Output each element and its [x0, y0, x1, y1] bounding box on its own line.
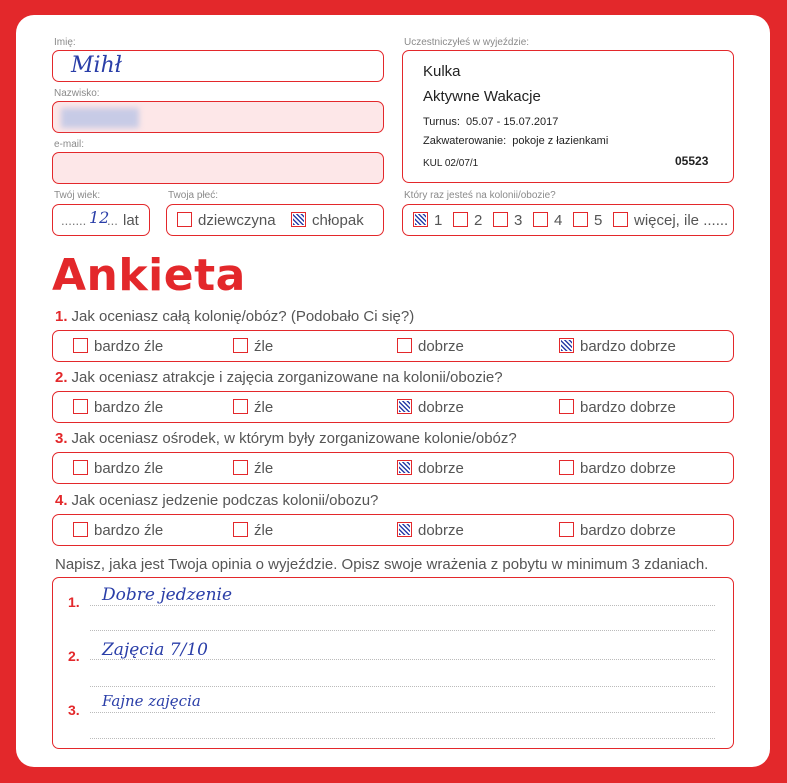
survey-title: Ankieta [52, 250, 246, 301]
opinion-text-1: Dobre jedzenie [102, 585, 233, 605]
answer-option-4-1[interactable]: bardzo źle [73, 522, 163, 539]
answer-checkbox[interactable] [233, 522, 248, 537]
answer-option-1-3[interactable]: dobrze [397, 338, 464, 355]
camp-program: Aktywne Wakacje [423, 88, 541, 105]
question-number: 1. [55, 308, 68, 325]
nazwisko-field[interactable] [52, 101, 384, 133]
redacted-surname [61, 108, 139, 128]
plec-checkbox-dziewczyna[interactable] [177, 212, 192, 227]
answer-checkbox[interactable] [73, 399, 88, 414]
answer-checkbox[interactable] [397, 522, 412, 537]
answer-checkbox[interactable] [559, 338, 574, 353]
question-2 [55, 369, 503, 386]
answer-option-2-3[interactable]: dobrze [397, 399, 464, 416]
answer-row-4 [52, 514, 734, 546]
opinion-number-1: 1. [68, 594, 80, 610]
answer-checkbox[interactable] [233, 338, 248, 353]
raz-checkbox-1[interactable] [413, 212, 428, 227]
raz-option-4[interactable]: 4 [533, 212, 562, 229]
answer-row-1 [52, 330, 734, 362]
turnus-label: Turnus: [423, 116, 460, 128]
plec-option-chlopak[interactable]: chłopak [291, 212, 364, 229]
raz-checkbox-2[interactable] [453, 212, 468, 227]
question-3 [55, 430, 517, 447]
answer-option-2-2[interactable]: źle [233, 399, 273, 416]
turnus-value: 05.07 - 15.07.2017 [466, 116, 559, 128]
question-text: Jak oceniasz całą kolonię/obóz? (Podobało Ci się?) [71, 308, 415, 325]
answer-row-3 [52, 452, 734, 484]
opinion-prompt: Napisz, jaka jest Twoja opinia o wyjeździe. Opisz swoje wrażenia z pobytu w minimum 3 zdaniach. [55, 556, 709, 573]
wiek-label: Twój wiek: [54, 190, 101, 201]
plec-field [166, 204, 384, 236]
answer-option-4-3[interactable]: dobrze [397, 522, 464, 539]
imie-value: Mihł [71, 53, 122, 78]
question-text: Jak oceniasz atrakcje i zajęcia zorganizowane na kolonii/obozie? [71, 369, 503, 386]
zakwaterowanie-value: pokoje z łazienkami [512, 135, 609, 147]
ktory-raz-label: Który raz jesteś na kolonii/obozie? [404, 190, 556, 201]
question-1 [55, 308, 414, 325]
answer-option-1-2[interactable]: źle [233, 338, 273, 355]
opinion-text-3: Fajne zajęcia [102, 692, 201, 710]
camp-code: KUL 02/07/1 [423, 158, 479, 169]
opinion-number-2: 2. [68, 648, 80, 664]
answer-option-4-4[interactable]: bardzo dobrze [559, 522, 676, 539]
question-number: 4. [55, 492, 68, 509]
answer-option-2-1[interactable]: bardzo źle [73, 399, 163, 416]
email-label: e-mail: [54, 139, 85, 150]
opinion-number-3: 3. [68, 702, 80, 718]
raz-option-2[interactable]: 2 [453, 212, 482, 229]
nazwisko-label: Nazwisko: [54, 88, 100, 99]
raz-option-5[interactable]: 5 [573, 212, 602, 229]
raz-checkbox-wiecej[interactable] [613, 212, 628, 227]
wyjazd-label: Uczestniczyłeś w wyjeździe: [404, 37, 530, 48]
answer-checkbox[interactable] [559, 522, 574, 537]
imie-label: Imię: [54, 37, 76, 48]
answer-option-3-4[interactable]: bardzo dobrze [559, 460, 676, 477]
answer-checkbox[interactable] [559, 460, 574, 475]
answer-checkbox[interactable] [73, 338, 88, 353]
plec-option-dziewczyna[interactable]: dziewczyna [177, 212, 276, 229]
answer-checkbox[interactable] [73, 522, 88, 537]
answer-checkbox[interactable] [397, 460, 412, 475]
answer-option-3-1[interactable]: bardzo źle [73, 460, 163, 477]
answer-option-4-2[interactable]: źle [233, 522, 273, 539]
camp-name: Kulka [423, 63, 461, 80]
question-number: 2. [55, 369, 68, 386]
camp-info-box [402, 50, 734, 183]
answer-checkbox[interactable] [559, 399, 574, 414]
raz-option-3[interactable]: 3 [493, 212, 522, 229]
opinion-text-2: Zajęcia 7/10 [102, 640, 208, 660]
answer-checkbox[interactable] [397, 338, 412, 353]
imie-field[interactable] [52, 50, 384, 82]
raz-checkbox-5[interactable] [573, 212, 588, 227]
answer-checkbox[interactable] [233, 399, 248, 414]
camp-number: 05523 [675, 154, 709, 168]
answer-option-3-2[interactable]: źle [233, 460, 273, 477]
answer-checkbox[interactable] [233, 460, 248, 475]
question-text: Jak oceniasz jedzenie podczas kolonii/obozu? [71, 492, 379, 509]
wiek-field[interactable]: ....... 12 ... lat [52, 204, 150, 236]
raz-checkbox-4[interactable] [533, 212, 548, 227]
plec-checkbox-chlopak[interactable] [291, 212, 306, 227]
wiek-value: 12 [89, 208, 110, 227]
wiek-unit: lat [123, 212, 139, 229]
answer-checkbox[interactable] [397, 399, 412, 414]
answer-checkbox[interactable] [73, 460, 88, 475]
answer-option-3-3[interactable]: dobrze [397, 460, 464, 477]
plec-label: Twoja płeć: [168, 190, 219, 201]
question-text: Jak oceniasz ośrodek, w którym były zorganizowane kolonie/obóz? [71, 430, 517, 447]
answer-row-2 [52, 391, 734, 423]
ktory-raz-field [402, 204, 734, 236]
raz-option-wiecej[interactable]: więcej, ile ...... [613, 212, 728, 229]
raz-checkbox-3[interactable] [493, 212, 508, 227]
question-4 [55, 492, 378, 509]
answer-option-1-1[interactable]: bardzo źle [73, 338, 163, 355]
answer-option-2-4[interactable]: bardzo dobrze [559, 399, 676, 416]
zakwaterowanie-label: Zakwaterowanie: [423, 135, 507, 147]
raz-option-1[interactable]: 1 [413, 212, 442, 229]
email-field[interactable] [52, 152, 384, 184]
question-number: 3. [55, 430, 68, 447]
answer-option-1-4[interactable]: bardzo dobrze [559, 338, 676, 355]
